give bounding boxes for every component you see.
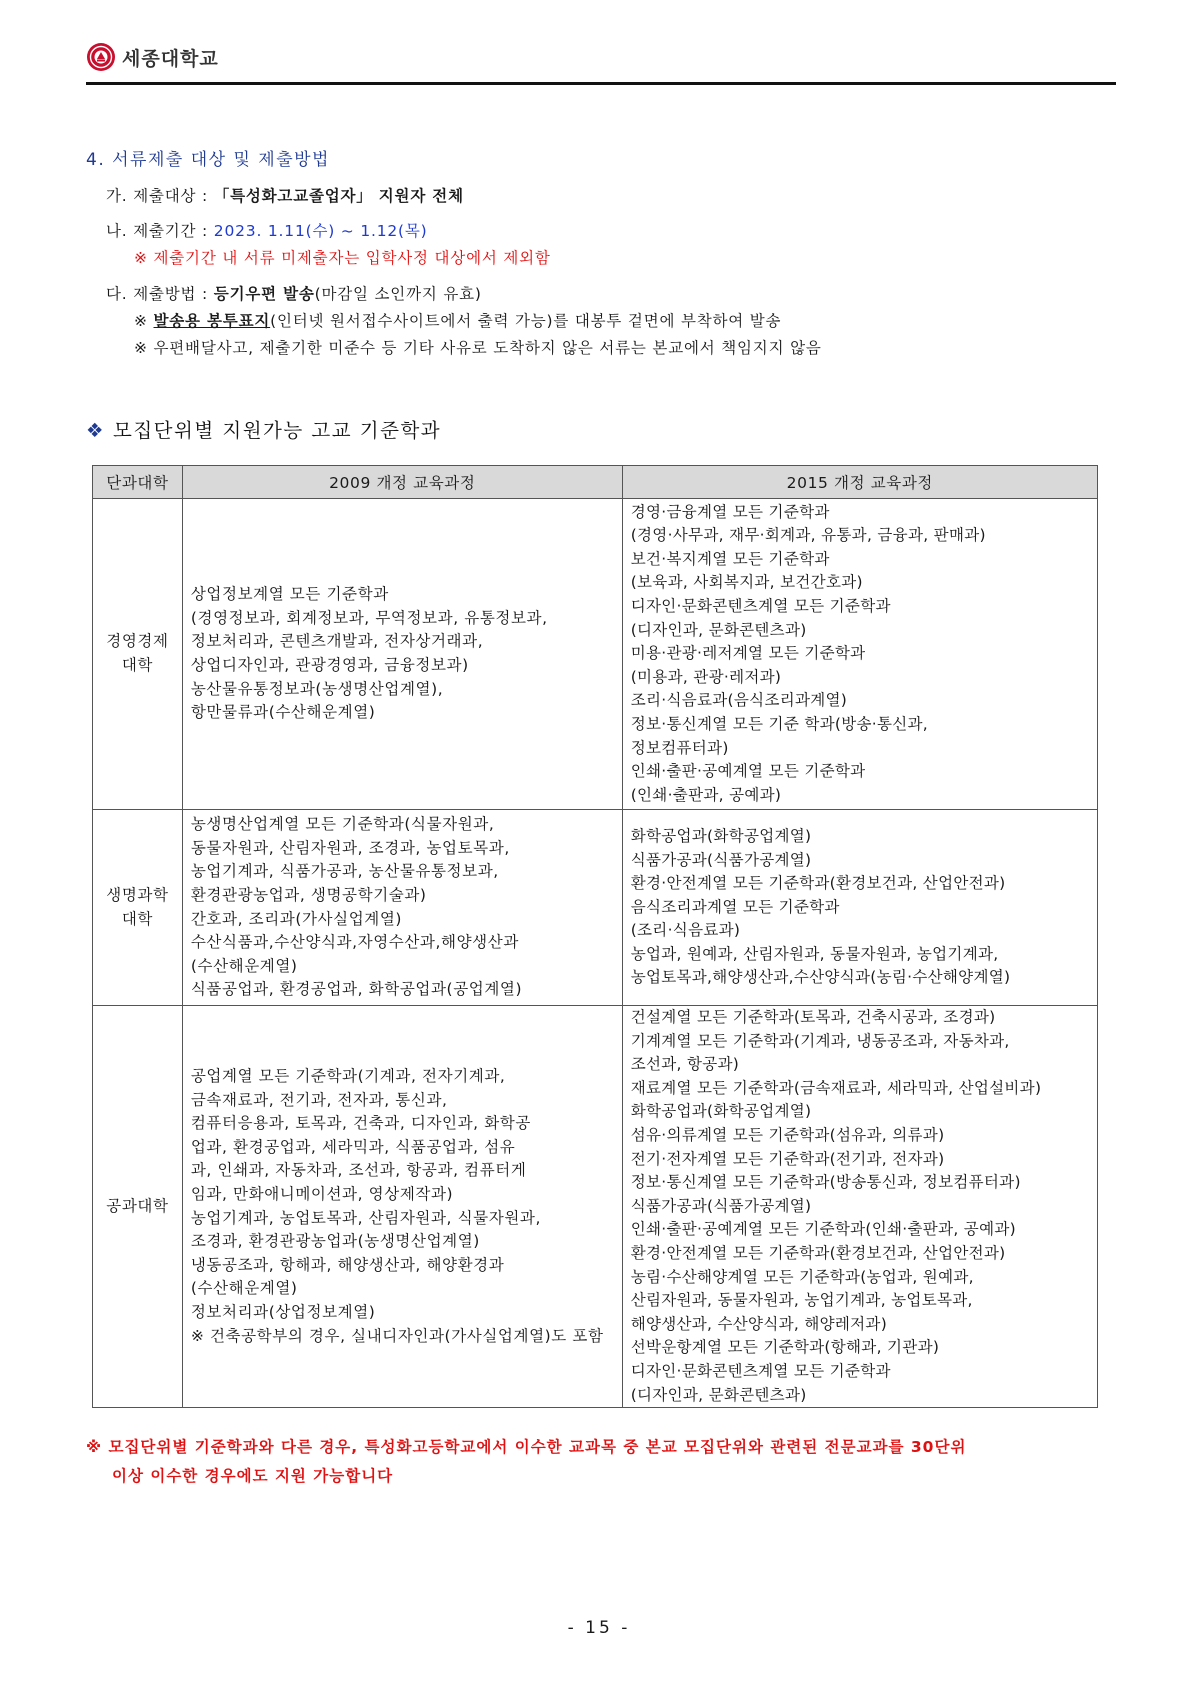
submission-target-value: 「특성화고교졸업자」 지원자 전체 <box>213 187 464 205</box>
department-line: 농산물유통정보과(농생명산업계열), <box>190 679 444 698</box>
department-line: 동물자원과, 산림자원과, 조경과, 농업토목과, <box>190 838 510 857</box>
department-line: 정보처리과, 콘텐츠개발과, 전자상거래과, <box>190 632 484 651</box>
header-college: 단과대학 <box>93 466 183 499</box>
department-line: 경영·금융계열 모든 기준학과 <box>630 502 830 521</box>
department-line: 농업기계과, 농업토목과, 산림자원과, 식물자원과, <box>190 1208 541 1227</box>
department-line: (디자인과, 문화콘텐츠과) <box>630 1385 807 1404</box>
department-line: 상업디자인과, 관광경영과, 금융정보과) <box>190 656 469 674</box>
submission-period-label: 나. 제출기간 : <box>106 222 214 240</box>
header-2009: 2009 개정 교육과정 <box>182 466 622 499</box>
department-line: 농업토목과,해양생산과,수산양식과(농림·수산해양계열) <box>630 968 1011 987</box>
envelope-note-prefix: ※ <box>134 312 154 330</box>
section-title: 4. 서류제출 대상 및 제출방법 <box>86 150 330 170</box>
submission-period <box>106 219 428 241</box>
department-line: 미용·관광·레저계열 모든 기준학과 <box>630 644 866 663</box>
department-line: 환경·안전계열 모든 기준학과(환경보건과, 산업안전과) <box>630 874 1006 893</box>
table-row <box>93 499 1098 810</box>
majors-heading-text: 모집단위별 지원가능 고교 기준학과 <box>112 419 442 442</box>
submission-target <box>106 184 464 206</box>
department-line: 음식조리과계열 모든 기준학과 <box>630 897 840 916</box>
department-line: 산림자원과, 동물자원과, 농업기계과, 농업토목과, <box>630 1291 973 1310</box>
department-line: 보건·복지계열 모든 기준학과 <box>630 549 830 568</box>
college-name-line: 생명과학 <box>106 885 169 904</box>
department-line: ※ 건축공학부의 경우, 실내디자인과(가사실업계열)도 포함 <box>190 1326 604 1345</box>
department-line: 환경·안전계열 모든 기준학과(환경보건과, 산업안전과) <box>630 1243 1006 1262</box>
header-rule <box>86 82 1116 85</box>
department-line: 업과, 환경공업과, 세라믹과, 식품공업과, 섬유 <box>190 1137 516 1156</box>
department-line: 조선과, 항공과) <box>630 1055 740 1074</box>
department-line: 농림·수산해양계열 모든 기준학과(농업과, 원예과, <box>630 1267 974 1286</box>
page-number: - 15 - <box>567 1618 631 1638</box>
submission-target-label: 가. 제출대상 : <box>106 187 214 205</box>
department-line: 선박운항계열 모든 기준학과(항해과, 기관과) <box>630 1338 940 1357</box>
department-line: 임과, 만화애니메이션과, 영상제작과) <box>190 1184 454 1203</box>
department-line: 과, 인쇄과, 자동차과, 조선과, 항공과, 컴퓨터게 <box>190 1161 527 1180</box>
department-line: (조리·식음료과) <box>630 921 741 940</box>
department-line: 정보컴퓨터과) <box>630 738 729 757</box>
department-line: 간호과, 조리과(가사실업계열) <box>190 909 403 928</box>
university-seal-icon <box>86 42 116 72</box>
submission-method-deadline: (마감일 소인까지 유효) <box>314 285 482 303</box>
department-line: 디자인·문화콘텐츠계열 모든 기준학과 <box>630 597 891 616</box>
table-header-row <box>93 466 1098 499</box>
department-line: (경영정보과, 회계정보과, 무역정보과, 유통정보과, <box>190 608 548 627</box>
majors-table <box>92 465 1098 1408</box>
department-line: (미용과, 관광·레저과) <box>630 667 782 686</box>
curriculum-2009-cell <box>182 1006 622 1408</box>
envelope-note-text: (인터넷 원서접수사이트에서 출력 가능)를 대봉투 겉면에 부착하여 발송 <box>270 312 782 330</box>
university-logo <box>86 42 219 72</box>
department-line: 건설계열 모든 기준학과(토목과, 건축시공과, 조경과) <box>630 1008 996 1026</box>
college-name-line: 대학 <box>121 909 153 928</box>
college-cell <box>93 810 183 1006</box>
department-line: (보육과, 사회복지과, 보건간호과) <box>630 573 863 592</box>
department-line: 항만물류과(수산해운계열) <box>190 703 376 722</box>
table-body <box>93 499 1098 1408</box>
department-line: 농생명산업계열 모든 기준학과(식물자원과, <box>190 815 495 834</box>
department-line: 디자인·문화콘텐츠계열 모든 기준학과 <box>630 1361 891 1380</box>
department-line: 농업과, 원예과, 산림자원과, 동물자원과, 농업기계과, <box>630 944 999 963</box>
delivery-note: ※ 우편배달사고, 제출기한 미준수 등 기타 사유로 도착하지 않은 서류는 본교에서 책임지지 않음 <box>134 339 822 357</box>
diamond-bullet-icon: ❖ <box>86 419 105 442</box>
department-line: 식품공업과, 환경공업과, 화학공업과(공업계열) <box>190 980 523 999</box>
department-line: (수산해운계열) <box>190 1279 298 1298</box>
department-line: 컴퓨터응용과, 토목과, 건축과, 디자인과, 화학공 <box>190 1114 531 1133</box>
department-line: 인쇄·출판·공예계열 모든 기준학과(인쇄·출판과, 공예과) <box>630 1220 1016 1239</box>
college-name-line: 경영경제 <box>106 632 169 651</box>
eligibility-note <box>86 1433 966 1491</box>
submission-method <box>106 282 482 304</box>
college-cell <box>93 1006 183 1408</box>
college-name-line: 공과대학 <box>106 1196 169 1215</box>
department-line: 냉동공조과, 항해과, 해양생산과, 해양환경과 <box>190 1255 505 1274</box>
department-line: 화학공업과(화학공업계열) <box>630 826 812 845</box>
department-line: 공업계열 모든 기준학과(기계과, 전자기계과, <box>190 1066 506 1085</box>
submission-method-value: 등기우편 발송 <box>213 285 315 303</box>
eligibility-note-line2: 이상 이수한 경우에도 지원 가능합니다 <box>112 1467 394 1485</box>
department-line: 화학공업과(화학공업계열) <box>630 1102 812 1121</box>
department-line: 정보·통신계열 모든 기준 학과(방송·통신과, <box>630 714 929 733</box>
department-line: 조경과, 환경관광농업과(농생명산업계열) <box>190 1232 480 1251</box>
department-line: (인쇄·출판과, 공예과) <box>630 785 782 804</box>
submission-period-note: ※ 제출기간 내 서류 미제출자는 입학사정 대상에서 제외함 <box>134 249 551 267</box>
department-line: 기계계열 모든 기준학과(기계과, 냉동공조과, 자동차과, <box>630 1031 1010 1050</box>
envelope-cover-label: 발송용 봉투표지 <box>153 312 271 330</box>
department-line: 재료계열 모든 기준학과(금속재료과, 세라믹과, 산업설비과) <box>630 1078 1042 1097</box>
department-line: 상업정보계열 모든 기준학과 <box>190 585 389 604</box>
department-line: (디자인과, 문화콘텐츠과) <box>630 620 807 639</box>
department-line: 섬유·의류계열 모든 기준학과(섬유과, 의류과) <box>630 1125 945 1144</box>
curriculum-2009-cell <box>182 499 622 810</box>
department-line: 해양생산과, 수산양식과, 해양레저과) <box>630 1314 888 1333</box>
department-line: 정보·통신계열 모든 기준학과(방송통신과, 정보컴퓨터과) <box>630 1173 1021 1192</box>
eligibility-note-line1: ※ 모집단위별 기준학과와 다른 경우, 특성화고등학교에서 이수한 교과목 중 본교 모집단위와 관련된 전문교과를 30단위 <box>86 1438 967 1456</box>
department-line: 식품가공과(식품가공계열) <box>630 1196 812 1215</box>
college-cell <box>93 499 183 810</box>
department-line: 인쇄·출판·공예계열 모든 기준학과 <box>630 762 866 781</box>
department-line: 농업기계과, 식품가공과, 농산물유통정보과, <box>190 862 499 881</box>
department-line: (경영·사무과, 재무·회계과, 유통과, 금융과, 판매과) <box>630 526 986 545</box>
university-name: 세종대학교 <box>122 47 219 70</box>
table-row <box>93 1006 1098 1408</box>
department-line: 식품가공과(식품가공계열) <box>630 850 812 869</box>
department-line: 조리·식음료과(음식조리과계열) <box>630 691 848 710</box>
envelope-note <box>134 309 781 331</box>
majors-heading <box>86 415 441 443</box>
header-2015: 2015 개정 교육과정 <box>622 466 1097 499</box>
curriculum-2009-cell <box>182 810 622 1006</box>
curriculum-2015-cell <box>622 499 1097 810</box>
submission-method-label: 다. 제출방법 : <box>106 285 214 303</box>
department-line: (수산해운계열) <box>190 956 298 975</box>
department-line: 환경관광농업과, 생명공학기술과) <box>190 885 427 904</box>
submission-period-value: 2023. 1.11(수) ~ 1.12(목) <box>213 222 428 240</box>
department-line: 수산식품과,수산양식과,자영수산과,해양생산과 <box>190 933 519 952</box>
college-name-line: 대학 <box>121 656 153 674</box>
curriculum-2015-cell <box>622 1006 1097 1408</box>
department-line: 전기·전자계열 모든 기준학과(전기과, 전자과) <box>630 1149 945 1168</box>
department-line: 정보처리과(상업정보계열) <box>190 1302 376 1321</box>
department-line: 금속재료과, 전기과, 전자과, 통신과, <box>190 1090 448 1109</box>
table-row <box>93 810 1098 1006</box>
curriculum-2015-cell <box>622 810 1097 1006</box>
